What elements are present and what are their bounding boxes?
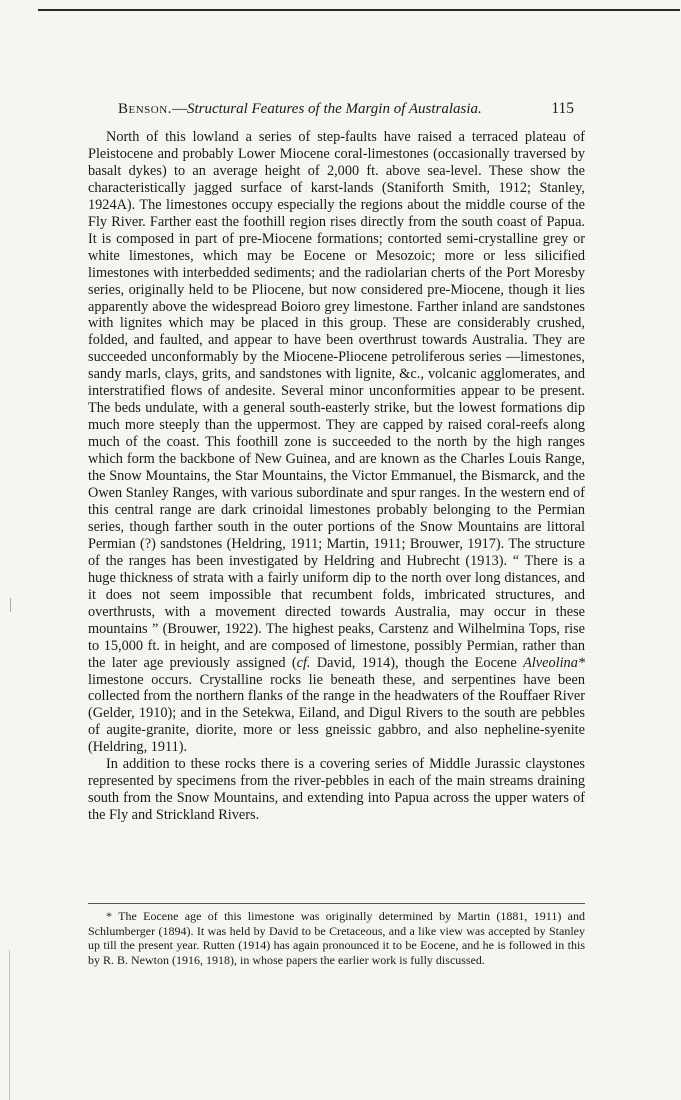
- header-author: Benson.: [118, 101, 172, 117]
- header-title: Structural Features of the Margin of Australasia.: [186, 101, 482, 117]
- cf-abbreviation: cf.: [296, 654, 311, 671]
- paragraph-2: In addition to these rocks there is a covering series of Middle Jurassic claystones represented by specimens from the river-pebbles in each of the main streams draining south from the Snow Mountains, and extending into Papua across the upper waters of the Fly and Strickland Rivers.: [88, 756, 585, 824]
- footnote: * The Eocene age of this limestone was originally determined by Martin (1881, 1911) and Schlumberger (1894). It was held by David to be Cretaceous, and a like view was accepted by Stanley up till the present year. Rutten (1914) has again pronounced it to be Eocene, and he is followed in this by R. B. Newton (1916, 1918), in whose papers the earlier work is fully discussed.: [88, 909, 585, 967]
- page-number: 115: [551, 100, 574, 117]
- header-separator: —: [171, 101, 187, 117]
- paragraph-1-text-b: David, 1914), though the Eocene: [310, 654, 524, 671]
- alveolina-term: Alveolina*: [523, 654, 585, 671]
- margin-scan-mark: [10, 598, 11, 612]
- margin-scan-line: [9, 950, 10, 1100]
- main-text: [88, 129, 585, 824]
- paragraph-1-text-c: limestone occurs. Crystalline rocks lie beneath these, and serpentines have been collected from the northern flanks of the range in the headwaters of the Rouffaer River (Gelder, 1910); and in the Setekwa, Eiland, and Digul Rivers to the south are pebbles of augite-granite, diorite, more or less gneissic gabbro, and also nepheline-syenite (Heldring, 1911).: [88, 671, 585, 756]
- running-header: [118, 98, 574, 120]
- footnote-divider: [88, 903, 585, 904]
- paragraph-1: [88, 129, 585, 756]
- top-border-rule: [38, 9, 680, 11]
- paragraph-1-text-a: North of this lowland a series of step-faults have raised a terraced plateau of Pleistocene and probably Lower Miocene coral-limestones (occasionally traversed by basalt dykes) to an average height of 2,000 ft. above sea-level. These show the characteristically jagged surface of karst-lands (Staniforth Smith, 1912; Stanley, 1924A). The limestones occupy especially the regions about the middle course of the Fly River. Farther east the foothill region rises directly from the south coast of Papua. It is composed in part of pre-Miocene formations; contorted semi-crystalline grey or white limestones, which may be Eocene or Mesozoic; more or less silicified limestones with interbedded sediments; and the radiolarian cherts of the Port Moresby series, originally held to be Pliocene, but now considered pre-Miocene, though it lies apparently above the widespread Boioro grey limestone. Farther inland are sandstones with lignites which may be placed in this group. These are considerably crushed, folded, and faulted, and appear to have been overthrust towards Australia. They are succeeded unconformably by the Miocene-Pliocene petroliferous series —limestones, sandy marls, clays, grits, and sandstones with lignite, &c., volcanic agglomerates, and interstratified flows of andesite. Several minor unconformities appear to be present. The beds undulate, with a general south-easterly strike, but the lowest formations dip much more steeply than the uppermost. They are capped by raised coral-reefs along much of the coast. This foothill zone is succeeded to the north by the high ranges which form the backbone of New Guinea, and are known as the Charles Louis Range, the Snow Mountains, the Star Mountains, the Victor Emmanuel, the Bismarck, and the Owen Stanley Ranges, with various subordinate and spur ranges. In the western end of this central range are dark crinoidal limestones probably belonging to the Permian series, though farther south in the outer portions of the Snow Mountains are littoral Permian (?) sandstones (Heldring, 1911; Martin, 1911; Brouwer, 1917). The structure of the ranges has been investigated by Heldring and Hubrecht (1913). “ There is a huge thickness of strata with a fairly uniform dip to the north over long distances, and it does not seem impossible that recumbent folds, imbricated structures, and overthrusts, with a movement directed towards Australia, may occur in these mountains ” (Brouwer, 1922). The highest peaks, Carstenz and Wilhelmina Tops, rise to 15,000 ft. in height, and are composed of limestone, possibly Permian, rather than the later age previously assigned (: [88, 129, 585, 671]
